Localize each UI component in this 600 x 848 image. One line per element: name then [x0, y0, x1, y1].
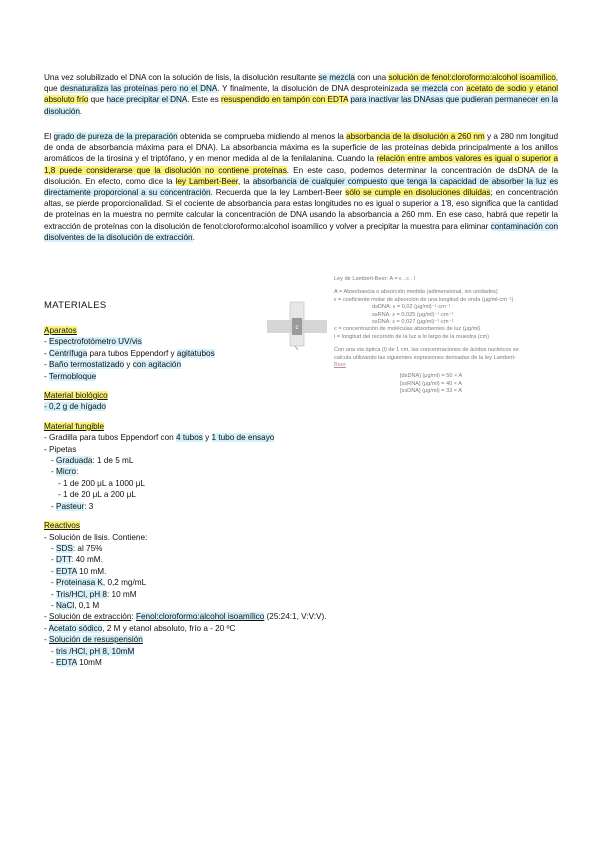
intro-paragraph-2: [44, 131, 558, 243]
text-run: , 0,1 M: [74, 600, 100, 610]
highlighted-text: tris /HCl, pH 8, 10mM: [56, 646, 135, 656]
text-run: obtenida se comprueba midiendo al menos la: [179, 132, 347, 141]
highlighted-text: Graduada: [56, 456, 93, 466]
highlighted-text: Solución de extracción: [49, 612, 132, 622]
text-run: y: [202, 433, 212, 443]
spacer: [44, 413, 344, 421]
text-run: -: [44, 612, 50, 622]
lb-formula: [ssRNA] (μg/ml) = 40 × A: [400, 380, 462, 387]
text-run: - Solución de lisis. Contiene:: [44, 532, 148, 542]
list-item: [44, 478, 344, 489]
highlighted-text: Fenol:cloroformo:alcohol isoamílico: [135, 612, 265, 622]
highlighted-text: para inactivar las DNAsas que pudieran permanecer en la disolución: [44, 95, 558, 116]
highlighted-text: Centrífuga: [49, 348, 88, 358]
text-run: . Y finalmente, la disolución de DNA desproteinizada: [217, 84, 411, 94]
text-run: 10mM: [76, 657, 102, 667]
highlighted-text: Solución de resuspensión: [49, 635, 143, 645]
highlighted-text: hace precipitar el DNA: [106, 95, 188, 105]
highlighted-text: relación entre ambos valores es igual o superior a 1,8 puede considerarse que la disolución no contiene proteínas: [44, 154, 558, 175]
highlighted-text: solución de fenol:cloroformo:alcohol isoamílico: [388, 73, 556, 82]
section-heading: [44, 520, 344, 531]
list-item: [44, 466, 344, 477]
lb-line: ssRNA: ε = 0,025 (μg/ml)⁻¹·cm⁻¹: [372, 311, 454, 318]
lb-line: Beer: [334, 362, 346, 369]
section-heading: [44, 390, 344, 401]
text-run: : 40 mM.: [71, 555, 103, 565]
highlighted-text: Material fungible: [44, 421, 105, 431]
text-run: 10 mM.: [76, 566, 107, 576]
spacer: [44, 512, 344, 520]
highlighted-text: - 0,2 g de hígado: [44, 402, 106, 412]
text-run: -: [51, 566, 57, 576]
highlighted-text: Proteinasa K: [56, 578, 103, 588]
list-item: [44, 611, 344, 622]
text-run: : 1 de 5 mL: [92, 456, 134, 466]
text-run: -: [51, 543, 57, 553]
text-run: para tubos Eppendorf y: [87, 348, 177, 358]
highlighted-text: Termobloque: [48, 371, 97, 381]
materiales-list: [44, 325, 344, 668]
text-run: y a 280 nm longitud de onda de absorbancia máxima para el DNA). La absorbancia máxima es la superficie de las proteínas debida principalmente a los anillos aromáticos de la tirosina y el triptófano, y en menor medida al de la fenilalanina. Cuando la: [44, 132, 559, 164]
text-run: :: [131, 612, 136, 622]
text-run: -: [44, 360, 50, 370]
text-run: Una vez solubilizado el DNA con la solución de lisis, la disolución resultante: [44, 73, 319, 82]
spacer: [44, 382, 344, 390]
highlighted-text: Micro: [56, 467, 77, 477]
highlighted-text: se mezcla: [410, 84, 448, 94]
highlighted-text: con agitación: [132, 360, 182, 370]
text-run: con una: [354, 73, 389, 82]
highlighted-text: desnaturaliza las proteínas pero no el DNA: [60, 84, 218, 94]
highlighted-text: EDTA: [56, 657, 77, 667]
text-run: El: [44, 132, 54, 141]
lb-line: ssDNA: ε = 0,027 (μg/ml)⁻¹·cm⁻¹: [372, 319, 454, 326]
highlighted-text: Material biológico: [44, 391, 108, 401]
text-run: -: [44, 623, 49, 633]
list-item: [44, 455, 344, 466]
text-run: : 3: [84, 501, 94, 511]
text-run: -: [51, 657, 57, 667]
highlighted-text: 1 tubo de ensayo: [211, 433, 275, 443]
highlighted-text: Aparatos: [44, 326, 77, 335]
highlighted-text: agitatubos: [176, 348, 215, 358]
highlighted-text: ley Lambert-Beer: [175, 176, 239, 186]
text-run: con: [447, 84, 467, 94]
highlighted-text: Reactivos: [44, 521, 80, 531]
text-run: - 1 de 20 μL a 200 μL: [58, 490, 136, 500]
list-item: [44, 566, 344, 577]
list-item: [44, 554, 344, 565]
text-run: -: [51, 589, 56, 599]
highlighted-text: acetato de sodio y etanol absoluto frío: [44, 84, 558, 105]
list-item: [44, 532, 344, 543]
list-item: [44, 623, 344, 634]
list-item: [44, 589, 344, 600]
text-run: : al 75%: [72, 543, 103, 553]
list-item: [44, 348, 344, 359]
text-run: (25:24:1, V:V:V).: [264, 612, 327, 622]
text-run: - Gradilla para tubos Eppendorf con: [44, 433, 176, 443]
text-run: .: [192, 232, 195, 242]
list-item: [44, 359, 344, 370]
list-item: [44, 401, 344, 412]
highlighted-text: 4 tubos: [176, 433, 203, 443]
highlighted-text: sólo se cumple en disoluciones diluidas: [345, 188, 491, 198]
list-item: [44, 444, 344, 455]
text-run: - 1 de 200 μL a 1000 μL: [58, 478, 145, 488]
text-run: -: [44, 371, 49, 381]
text-run: -: [51, 578, 57, 588]
highlighted-text: contaminación con disolventes de la disolución de extracción: [44, 221, 558, 242]
text-run: , 2 M y etanol absoluto, frío a - 20 ºC: [102, 623, 236, 633]
text-run: -: [51, 456, 57, 466]
intro-paragraph-1: [44, 72, 558, 117]
list-item: [44, 646, 344, 657]
text-run: -: [51, 555, 57, 565]
list-item: [44, 336, 344, 347]
cuvette-label: c: [295, 325, 299, 331]
text-run: .: [79, 106, 83, 116]
list-item: [44, 371, 344, 382]
highlighted-text: absorbancia de cualquier compuesto que tenga la capacidad de absorber la luz es directamente proporcional a su concentración: [44, 176, 558, 198]
highlighted-text: Acetato sódico: [48, 623, 103, 633]
highlighted-text: absorbancia de la disolución a 260 nm: [346, 132, 485, 141]
text-run: - Pipetas: [44, 444, 77, 454]
lb-line: ε = coeficiente molar de absorción de una longitud de onda (μg/ml·cm⁻¹): [334, 296, 514, 303]
list-item: [44, 577, 344, 588]
text-run: -: [51, 467, 57, 477]
highlighted-text: DTT: [56, 555, 72, 565]
text-run: . Este es: [187, 95, 221, 105]
text-run: : 10 mM: [106, 589, 137, 599]
list-item: [44, 432, 344, 443]
section-heading: [44, 325, 344, 336]
lambert-beer-title: Ley de Lambert-Beer: A = ε . c . l: [334, 276, 416, 282]
highlighted-text: Espectrofotómetro UV/vis: [49, 337, 142, 347]
list-item: [44, 634, 344, 645]
highlighted-text: resuspendido en tampón con EDTA: [220, 95, 349, 105]
highlighted-text: Pasteur: [56, 501, 85, 511]
list-item: [44, 600, 344, 611]
text-run: , 0,2 mg/mL: [102, 578, 147, 588]
lb-line: Con una via óptica (l) de 1 cm, las concentraciones de ácidos nucleicos se: [334, 347, 519, 354]
text-run: y: [124, 360, 133, 370]
lambert-beer-box: [334, 276, 558, 426]
text-run: -: [44, 635, 50, 645]
lb-line: calcula utilizando las siguientes expresiones derivadas de la ley Lambert-: [334, 354, 516, 361]
highlighted-text: Tris/HCl, pH 8: [55, 589, 107, 599]
text-run: , la: [238, 176, 253, 186]
text-run: que: [88, 95, 107, 105]
highlighted-text: SDS: [56, 543, 73, 553]
lb-line: dsDNA: ε = 0,02 (μg/ml)⁻¹·cm⁻¹: [372, 304, 451, 311]
highlighted-text: se mezcla: [318, 73, 355, 82]
list-item: [44, 657, 344, 668]
text-run: ; en concentración altas, se pierde proporcionalidad. Si el cociente de absorbancia para estas longitudes no es igual o superior a 1'8, eso significa que la cantidad de proteínas en la muestra no permite calcular la concentración de DNA usando la absorbancia a 260 mm. En ese caso, habrá que repetir la extracción de proteínas con la disolución de fenol:cloroformo:alcohol isoamílico y volver a precipitar la muestra para eliminar: [44, 188, 559, 231]
highlighted-text: NaCl: [56, 600, 75, 610]
highlighted-text: EDTA: [56, 566, 77, 576]
list-item: [44, 501, 344, 512]
highlighted-text: Baño termostatizado: [49, 360, 125, 370]
text-run: . Recuerda que la ley Lambert-Beer: [210, 188, 346, 198]
text-run: -: [51, 646, 57, 656]
lb-formula: [dsDNA] (μg/ml) = 50 × A: [400, 373, 463, 380]
section-heading: [44, 421, 344, 432]
list-item: [44, 543, 344, 554]
text-run: -: [44, 348, 50, 358]
materiales-title: MATERIALES: [44, 300, 107, 311]
text-run: . En este caso, podemos determinar la concentración de dsDNA de la disolución. En efecto, como dice la: [44, 165, 558, 186]
text-run: , que: [44, 73, 558, 94]
lb-line: l = longitud del recorrido de la luz a lo largo de la muestra (cm): [334, 333, 489, 340]
text-run: :: [76, 467, 79, 477]
lb-formula: [ssDNA] (μg/ml) = 33 × A: [400, 388, 462, 395]
text-run: -: [51, 600, 57, 610]
lb-line: c = concentración de moléculas absorbentes de luz (μg/ml): [334, 326, 481, 333]
list-item: [44, 489, 344, 500]
text-run: -: [51, 501, 57, 511]
highlighted-text: grado de pureza de la preparación: [53, 132, 178, 141]
lb-line: A = Absorbancia o absorción medida (adimensional, sin unidades): [334, 289, 498, 296]
text-run: -: [44, 337, 50, 347]
